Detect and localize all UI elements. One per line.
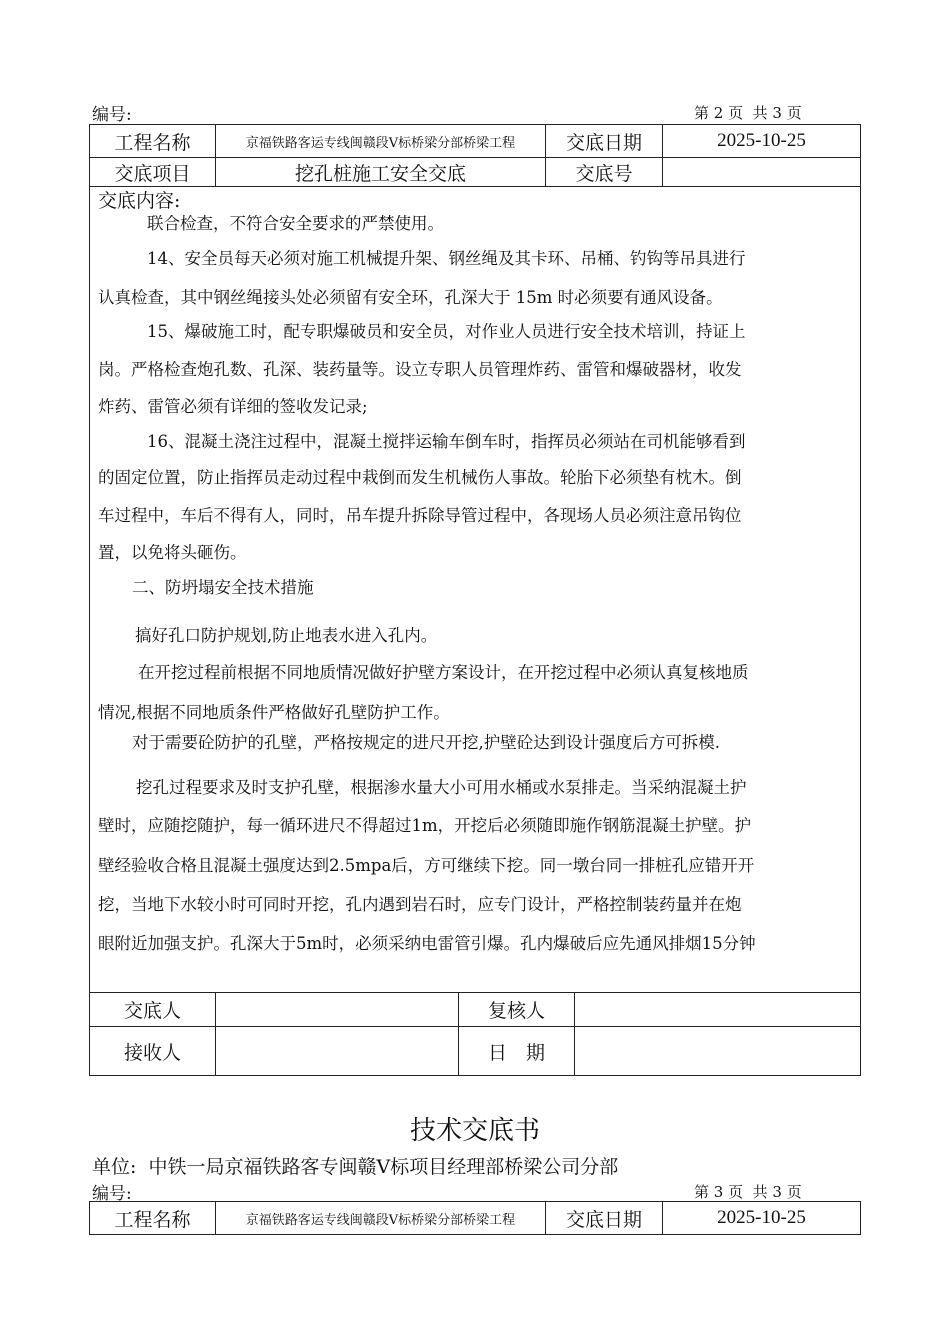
content-line: 16、混凝土浇注过程中，混凝土搅拌运输车倒车时，指挥员必须站在司机能够看到 [147, 432, 746, 451]
content-line: 壁经验收合格且混凝土强度达到2.5mpa后，方可继续下挖。同一墩台同一排桩孔应错开开 [98, 856, 755, 875]
reviewer-field[interactable] [575, 993, 861, 1027]
document-number-label: 编号: [92, 1184, 132, 1204]
document-number-label: 编号: [92, 105, 132, 125]
sign-date-field[interactable] [575, 1027, 861, 1076]
receiver-label: 接收人 [90, 1027, 216, 1076]
header-table [89, 1201, 861, 1235]
content-line: 壁时，应随挖随护，每一循环进尺不得超过1m，开挖后必须随即施作钢筋混凝土护壁。护 [98, 816, 752, 835]
discloser-label: 交底人 [90, 993, 216, 1027]
content-line: 岗。严格检查炮孔数、孔深、装药量等。设立专职人员管理炸药、雷管和爆破器材，收发 [98, 360, 742, 379]
code-value [663, 158, 861, 187]
item-label: 交底项目 [90, 158, 216, 187]
date-value: 2025-10-25 [663, 1202, 861, 1235]
signature-table [89, 992, 861, 1076]
content-line: 炸药、雷管必须有详细的签收发记录; [98, 397, 368, 416]
content-line: 15、爆破施工时，配专职爆破员和安全员，对作业人员进行安全技术培训，持证上 [147, 322, 746, 341]
document-title: 技术交底书 [409, 1116, 540, 1146]
date-label: 交底日期 [546, 1202, 663, 1235]
receiver-field[interactable] [216, 1027, 459, 1076]
content-line: 在开挖过程前根据不同地质情况做好护壁方案设计，在开挖过程中必须认真复核地质 [138, 663, 749, 682]
sign-date-label: 日 期 [459, 1027, 575, 1076]
date-value: 2025-10-25 [663, 125, 861, 158]
content-line: 14、安全员每天必须对施工机械提升架、钢丝绳及其卡环、吊桶、钓钩等吊具进行 [147, 249, 746, 268]
content-line: 车过程中，车后不得有人，同时，吊车提升拆除导管过程中，各现场人员必须注意吊钩位 [98, 506, 742, 525]
project-name-label: 工程名称 [90, 1202, 216, 1235]
unit-line: 单位: 中铁一局京福铁路客专闽赣Ⅴ标项目经理部桥梁公司分部 [92, 1156, 619, 1178]
project-name-label: 工程名称 [90, 125, 216, 158]
page-info: 第 2 页 共 3 页 [694, 104, 802, 122]
reviewer-label: 复核人 [459, 993, 575, 1027]
content-line: 搞好孔口防护规划,防止地表水进入孔内。 [135, 626, 438, 645]
page-info: 第 3 页 共 3 页 [694, 1183, 802, 1201]
content-line: 挖孔过程要求及时支护孔壁，根据渗水量大小可用水桶或水泵排走。当采纳混凝土护 [136, 778, 747, 797]
item-value: 挖孔桩施工安全交底 [216, 158, 546, 187]
content-line: 置，以免将头砸伤。 [98, 543, 247, 562]
header-table [89, 124, 861, 187]
content-line: 对于需要砼防护的孔壁，严格按规定的进尺开挖,护壁砼达到设计强度后方可拆模. [132, 733, 720, 752]
content-line: 情况,根据不同地质条件严格做好孔壁防护工作。 [98, 703, 450, 722]
project-name-value: 京福铁路客运专线闽赣段Ⅴ标桥梁分部桥梁工程 [216, 1202, 546, 1235]
content-line: 的固定位置，防止指挥员走动过程中栽倒而发生机械伤人事故。轮胎下必须垫有枕木。倒 [98, 468, 742, 487]
section-heading: 二、防坍塌安全技术措施 [132, 578, 314, 597]
project-name-value: 京福铁路客运专线闽赣段Ⅴ标桥梁分部桥梁工程 [216, 125, 546, 158]
content-line: 认真检查，其中钢丝绳接头处必须留有安全环，孔深大于 15m 时必须要有通风设备。 [98, 288, 723, 307]
content-line: 眼附近加强支护。孔深大于5m时，必须采纳电雷管引爆。孔内爆破后应先通风排烟15分钟 [98, 934, 756, 953]
date-label: 交底日期 [546, 125, 663, 158]
discloser-field[interactable] [216, 993, 459, 1027]
code-label: 交底号 [546, 158, 663, 187]
content-line: 联合检查，不符合安全要求的严禁使用。 [147, 214, 444, 233]
content-line: 挖，当地下水较小时可同时开挖，孔内遇到岩石时，应专门设计，严格控制装药量并在炮 [98, 895, 742, 914]
content-label: 交底内容: [98, 190, 181, 212]
